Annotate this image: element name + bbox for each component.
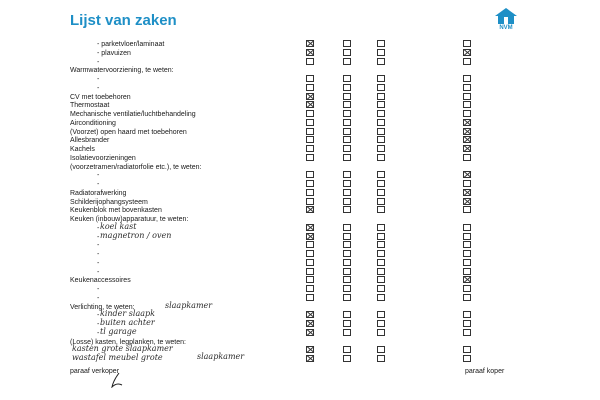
checkbox-col-2[interactable] — [343, 189, 351, 196]
checklist-row — [0, 58, 600, 67]
handwritten-entry: buiten achter — [100, 318, 155, 327]
checkbox-col-2[interactable] — [343, 180, 351, 187]
checkbox-col-4[interactable] — [463, 180, 471, 187]
row-label: - — [97, 58, 100, 66]
checkbox-col-4[interactable] — [463, 268, 471, 275]
checkbox-col-2[interactable] — [343, 198, 351, 205]
checkbox-col-1[interactable] — [306, 128, 314, 135]
row-label: Schilderijophangsysteem — [70, 198, 148, 206]
checkbox-col-4[interactable] — [463, 75, 471, 82]
checkbox-col-3[interactable] — [377, 355, 385, 362]
row-label: Keukenblok met bovenkasten — [70, 207, 162, 215]
checkbox-col-2[interactable] — [343, 119, 351, 126]
checklist-row — [0, 189, 600, 198]
checkbox-col-4[interactable] — [463, 311, 471, 318]
checklist-row — [0, 110, 600, 119]
checkbox-col-3[interactable] — [377, 233, 385, 240]
checkbox-col-3[interactable] — [377, 101, 385, 108]
checkbox-col-1[interactable] — [306, 346, 314, 353]
checklist-row — [0, 154, 600, 163]
handwritten-entry: magnetron / oven — [100, 230, 172, 240]
checklist-row — [0, 128, 600, 137]
checkbox-col-1[interactable] — [306, 119, 314, 126]
checkbox-col-4[interactable] — [463, 233, 471, 240]
checklist-row — [0, 241, 600, 250]
checkbox-col-3[interactable] — [377, 189, 385, 196]
checkbox-col-2[interactable] — [343, 84, 351, 91]
checkbox-col-3[interactable] — [377, 180, 385, 187]
checklist-row — [0, 294, 600, 303]
checkbox-col-2[interactable] — [343, 58, 351, 65]
checkbox-col-4[interactable] — [463, 84, 471, 91]
checkbox-col-3[interactable] — [377, 84, 385, 91]
checkbox-col-1[interactable] — [306, 189, 314, 196]
checkbox-col-2[interactable] — [343, 241, 351, 248]
handwritten-note: slaapkamer — [197, 352, 245, 361]
checkbox-col-4[interactable] — [463, 145, 471, 152]
row-label: Thermostaat — [70, 102, 110, 110]
row-label: (Voorzet) open haard met toebehoren — [70, 128, 187, 136]
row-label: (Losse) kasten, legplanken, te weten: — [70, 338, 186, 346]
checkbox-col-4[interactable] — [463, 346, 471, 353]
checkbox-col-2[interactable] — [343, 311, 351, 318]
checkbox-col-1[interactable] — [306, 268, 314, 275]
checkbox-col-2[interactable] — [343, 75, 351, 82]
checkbox-col-1[interactable] — [306, 93, 314, 100]
checkbox-col-4[interactable] — [463, 154, 471, 161]
row-label: Airconditioning — [70, 119, 116, 127]
checkbox-col-1[interactable] — [306, 355, 314, 362]
row-label: Radiatorafwerking — [70, 189, 127, 197]
checkbox-col-2[interactable] — [343, 233, 351, 240]
handwritten-entry: koel kast — [100, 221, 137, 231]
row-label: - — [97, 242, 100, 250]
checkbox-col-4[interactable] — [463, 136, 471, 143]
checkbox-col-2[interactable] — [343, 329, 351, 336]
row-label: Warmwatervoorziening, te weten: — [70, 67, 174, 75]
checklist-row — [0, 75, 600, 84]
checkbox-col-1[interactable] — [306, 206, 314, 213]
checklist-row — [0, 326, 600, 338]
checklist-row — [0, 250, 600, 259]
row-label: - parketvloer/laminaat — [97, 41, 165, 48]
checklist-row — [0, 285, 600, 294]
row-label: - — [97, 329, 100, 337]
checkbox-col-2[interactable] — [343, 145, 351, 152]
checkbox-col-1[interactable] — [306, 250, 314, 257]
buyer-initials-label: paraaf koper — [465, 368, 505, 375]
handwritten-entry: kinder slaapk — [100, 309, 155, 319]
checkbox-col-4[interactable] — [463, 285, 471, 292]
checkbox-col-3[interactable] — [377, 171, 385, 178]
checklist-row — [0, 180, 600, 189]
checkbox-col-4[interactable] — [463, 294, 471, 301]
checkbox-col-3[interactable] — [377, 119, 385, 126]
seller-signature — [110, 372, 124, 388]
row-label: CV met toebehoren — [70, 93, 131, 101]
checklist-row — [0, 276, 600, 285]
checkbox-col-1[interactable] — [306, 198, 314, 205]
checkbox-col-2[interactable] — [343, 49, 351, 56]
checkbox-col-1[interactable] — [306, 276, 314, 283]
checkbox-col-4[interactable] — [463, 93, 471, 100]
checkbox-col-1[interactable] — [306, 329, 314, 336]
checkbox-col-2[interactable] — [343, 40, 351, 47]
checkbox-col-3[interactable] — [377, 154, 385, 161]
checklist-row — [0, 198, 600, 207]
checkbox-col-2[interactable] — [343, 171, 351, 178]
checklist-row — [0, 300, 600, 312]
checkbox-col-2[interactable] — [343, 355, 351, 362]
checkbox-col-4[interactable] — [463, 250, 471, 257]
row-label: - — [97, 294, 100, 302]
row-label: (voorzetramen/radiatorfolie etc.), te weten: — [70, 163, 202, 171]
checklist-row — [0, 259, 600, 268]
checkbox-col-4[interactable] — [463, 110, 471, 117]
checklist-row — [0, 136, 600, 145]
checklist-row — [0, 268, 600, 277]
checkbox-col-3[interactable] — [377, 294, 385, 301]
page-title: Lijst van zaken — [70, 12, 177, 29]
checkbox-col-4[interactable] — [463, 241, 471, 248]
checkbox-col-4[interactable] — [463, 119, 471, 126]
checklist-row — [0, 215, 600, 224]
row-label: - — [97, 181, 100, 188]
checkbox-col-1[interactable] — [306, 171, 314, 178]
checklist-row — [0, 93, 600, 102]
checklist-row — [0, 355, 600, 364]
checklist-row — [0, 163, 600, 172]
handwritten-entry: wastafel meubel grote — [72, 353, 163, 362]
checkbox-col-4[interactable] — [463, 198, 471, 205]
checkbox-col-3[interactable] — [377, 320, 385, 327]
checklist-row — [0, 40, 600, 49]
checkbox-col-3[interactable] — [377, 268, 385, 275]
checkbox-col-1[interactable] — [306, 233, 314, 240]
checklist-row — [0, 221, 600, 233]
row-label: - — [97, 259, 100, 267]
checkbox-col-3[interactable] — [377, 198, 385, 205]
handwritten-entry: tl garage — [100, 326, 137, 336]
row-label: Allesbrander — [70, 137, 110, 145]
checkbox-col-4[interactable] — [463, 276, 471, 283]
checklist-row — [0, 66, 600, 75]
row-label: - — [97, 233, 100, 241]
checkbox-col-2[interactable] — [343, 320, 351, 327]
checklist-row — [0, 119, 600, 128]
checkbox-col-3[interactable] — [377, 259, 385, 266]
checkbox-col-2[interactable] — [343, 224, 351, 231]
checkbox-col-1[interactable] — [306, 224, 314, 231]
checkbox-col-4[interactable] — [463, 355, 471, 362]
checkbox-col-1[interactable] — [306, 110, 314, 117]
checkbox-col-3[interactable] — [377, 311, 385, 318]
checkbox-col-4[interactable] — [463, 329, 471, 336]
checkbox-col-4[interactable] — [463, 101, 471, 108]
checkbox-col-3[interactable] — [377, 40, 385, 47]
checkbox-col-1[interactable] — [306, 101, 314, 108]
checkbox-col-3[interactable] — [377, 128, 385, 135]
checkbox-col-2[interactable] — [343, 250, 351, 257]
checkbox-col-1[interactable] — [306, 84, 314, 91]
checkbox-col-2[interactable] — [343, 259, 351, 266]
checkbox-col-4[interactable] — [463, 171, 471, 178]
handwritten-entry: slaapkamer — [165, 300, 213, 310]
checklist-row — [0, 171, 600, 180]
row-label: - — [97, 224, 100, 232]
checklist-row — [0, 320, 600, 329]
checkbox-col-3[interactable] — [377, 136, 385, 143]
seller-initials-label: paraaf verkoper — [70, 368, 120, 375]
handwritten-entry: kasten grote slaapkamer — [72, 344, 173, 354]
checklist-row — [0, 206, 600, 215]
checkbox-col-1[interactable] — [306, 180, 314, 187]
checkbox-col-1[interactable] — [306, 154, 314, 161]
checkbox-col-1[interactable] — [306, 145, 314, 152]
checkbox-col-3[interactable] — [377, 58, 385, 65]
checkbox-col-4[interactable] — [463, 40, 471, 47]
checkbox-col-4[interactable] — [463, 58, 471, 65]
checkbox-col-1[interactable] — [306, 259, 314, 266]
checkbox-col-3[interactable] — [377, 206, 385, 213]
checkbox-col-3[interactable] — [377, 145, 385, 152]
checkbox-col-3[interactable] — [377, 93, 385, 100]
row-label: - — [97, 268, 100, 276]
checkbox-col-2[interactable] — [343, 294, 351, 301]
checkbox-col-3[interactable] — [377, 75, 385, 82]
checkbox-col-1[interactable] — [306, 294, 314, 301]
checklist-row — [0, 101, 600, 110]
checkbox-col-3[interactable] — [377, 110, 385, 117]
checkbox-col-4[interactable] — [463, 49, 471, 56]
checkbox-col-2[interactable] — [343, 93, 351, 100]
checkbox-col-2[interactable] — [343, 285, 351, 292]
row-label: - — [97, 312, 100, 320]
row-label: Isolatievoorzieningen — [70, 154, 136, 162]
checkbox-col-2[interactable] — [343, 128, 351, 135]
checkbox-col-3[interactable] — [377, 276, 385, 283]
nvm-house-logo — [491, 7, 521, 33]
checklist-row — [0, 145, 600, 154]
row-label: - — [97, 76, 100, 83]
checklist-row — [0, 49, 600, 58]
checklist-row — [0, 311, 600, 320]
row-label: - — [97, 84, 100, 92]
row-label: - — [97, 251, 100, 258]
checkbox-col-1[interactable] — [306, 285, 314, 292]
checkbox-col-3[interactable] — [377, 49, 385, 56]
checkbox-col-3[interactable] — [377, 346, 385, 353]
row-label: Keuken (inbouw)apparatuur, te weten: — [70, 216, 189, 223]
checkbox-col-1[interactable] — [306, 40, 314, 47]
row-label: Mechanische ventilatie/luchtbehandeling — [70, 111, 196, 118]
checkbox-col-2[interactable] — [343, 101, 351, 108]
checkbox-col-2[interactable] — [343, 154, 351, 161]
checkbox-col-1[interactable] — [306, 311, 314, 318]
row-label: - — [97, 172, 100, 180]
checkbox-col-4[interactable] — [463, 128, 471, 135]
checklist-row — [0, 84, 600, 93]
checkbox-col-2[interactable] — [343, 110, 351, 117]
row-label: Keukenaccessoires — [70, 277, 131, 285]
checkbox-col-1[interactable] — [306, 136, 314, 143]
row-label: - plavuizen — [97, 49, 131, 57]
checklist-row — [0, 230, 600, 242]
checkbox-col-4[interactable] — [463, 259, 471, 266]
checkbox-col-4[interactable] — [463, 224, 471, 231]
row-label: Verlichting, te weten: — [70, 303, 135, 311]
checkbox-col-3[interactable] — [377, 224, 385, 231]
checkbox-col-1[interactable] — [306, 58, 314, 65]
logo-text: NVM — [499, 25, 513, 31]
checkbox-col-1[interactable] — [306, 320, 314, 327]
house-logo-icon — [491, 7, 521, 25]
row-label: - — [97, 321, 100, 328]
checkbox-col-3[interactable] — [377, 250, 385, 257]
checkbox-col-4[interactable] — [463, 206, 471, 213]
checkbox-col-3[interactable] — [377, 241, 385, 248]
row-label: Kachels — [70, 146, 95, 153]
checkbox-col-3[interactable] — [377, 285, 385, 292]
checkbox-col-4[interactable] — [463, 320, 471, 327]
row-label: - — [97, 286, 100, 293]
checkbox-col-2[interactable] — [343, 136, 351, 143]
checkbox-col-1[interactable] — [306, 49, 314, 56]
checkbox-col-2[interactable] — [343, 276, 351, 283]
checkbox-col-4[interactable] — [463, 189, 471, 196]
checkbox-col-2[interactable] — [343, 346, 351, 353]
checkbox-col-2[interactable] — [343, 268, 351, 275]
checkbox-col-2[interactable] — [343, 206, 351, 213]
checkbox-col-1[interactable] — [306, 241, 314, 248]
checkbox-col-1[interactable] — [306, 75, 314, 82]
checkbox-col-3[interactable] — [377, 329, 385, 336]
